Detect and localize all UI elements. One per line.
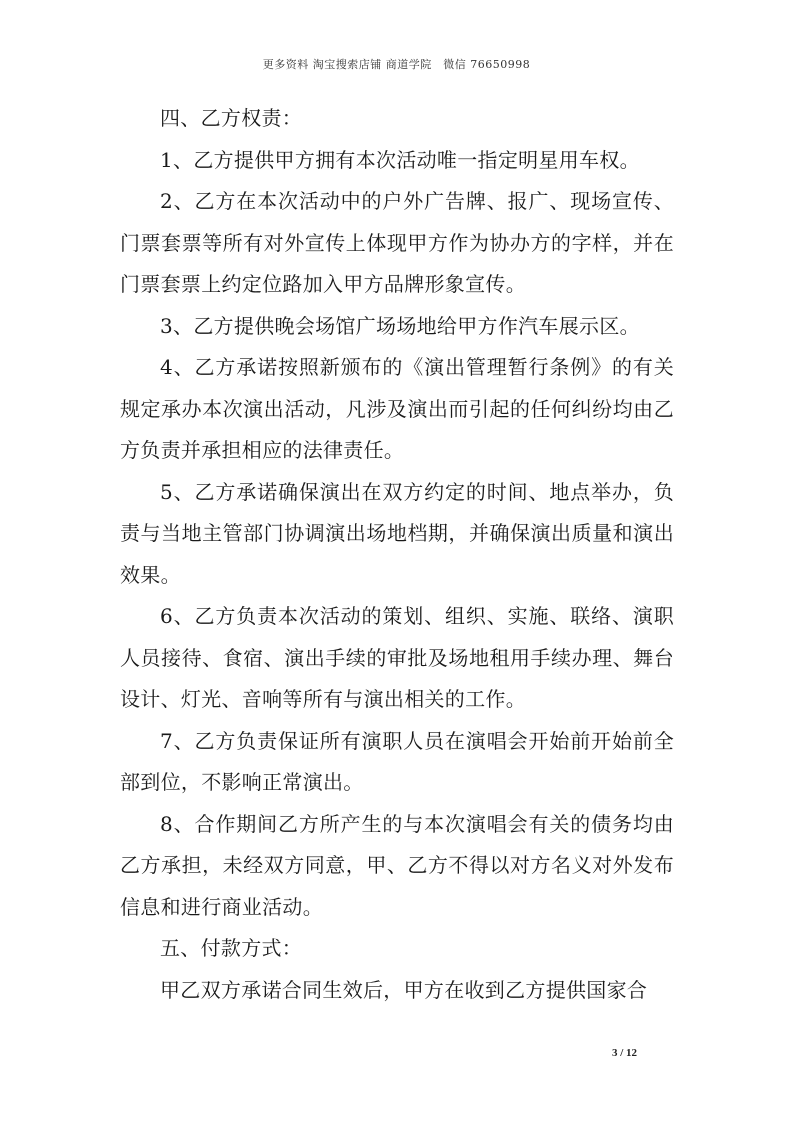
clause-4: 4、乙方承诺按照新颁布的《演出管理暂行条例》的有关规定承办本次演出活动，凡涉及演出而引起的任何纠纷均由乙方负责并承担相应的法律责任。 <box>120 355 674 462</box>
payment-paragraph: 甲乙双方承诺合同生效后，甲方在收到乙方提供国家合 <box>160 977 648 1002</box>
clause-6: 6、乙方负责本次活动的策划、组织、实施、联络、演职人员接待、食宿、演出手续的审批及场地租用手续办理、舞台设计、灯光、音响等所有与演出相关的工作。 <box>120 604 674 711</box>
clause-1: 1、乙方提供甲方拥有本次活动唯一指定明星用车权。 <box>160 147 640 172</box>
header-note: 更多资料 淘宝搜索店铺 商道学院 微信 76650998 <box>262 58 531 71</box>
clause-2: 2、乙方在本次活动中的户外广告牌、报广、现场宣传、门票套票等所有对外宣传上体现甲方作为协办方的字样，并在门票套票上约定位路加入甲方品牌形象宣传。 <box>120 189 674 296</box>
clause-8: 8、合作期间乙方所产生的与本次演唱会有关的债务均由乙方承担，未经双方同意，甲、乙方不得以对方名义对外发布信息和进行商业活动。 <box>120 811 674 919</box>
section-heading-payment: 五、付款方式： <box>160 936 303 960</box>
section-heading-party-b-rights: 四、乙方权责： <box>160 106 303 130</box>
clause-3: 3、乙方提供晚会场馆广场场地给甲方作汽车展示区。 <box>160 313 640 338</box>
clause-5: 5、乙方承诺确保演出在双方约定的时间、地点举办，负责与当地主管部门协调演出场地档期，并确保演出质量和演出效果。 <box>120 479 674 587</box>
clause-7: 7、乙方负责保证所有演职人员在演唱会开始前开始前全部到位，不影响正常演出。 <box>120 728 674 794</box>
document-body <box>120 98 674 1011</box>
page-number: 3 / 12 <box>612 1047 638 1059</box>
